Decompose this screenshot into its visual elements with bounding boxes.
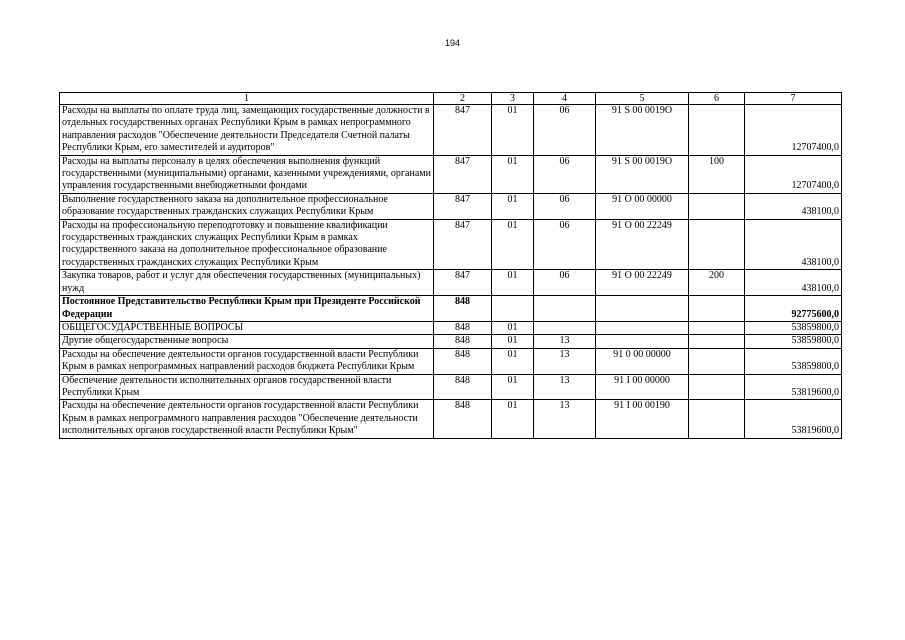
table-row bbox=[60, 321, 842, 334]
sum-cell: 438100,0 bbox=[745, 270, 842, 296]
sum-cell: 53859800,0 bbox=[745, 321, 842, 334]
subsection-cell: 13 bbox=[534, 348, 596, 374]
name-cell: Закупка товаров, работ и услуг для обеспечения государственных (муниципальных) нужд bbox=[60, 270, 434, 296]
sum-cell: 53859800,0 bbox=[745, 335, 842, 348]
name-cell: Выполнение государственного заказа на дополнительное профессиональное образование государственных гражданских служащих Республики Крым bbox=[60, 193, 434, 219]
name-cell: Расходы на профессиональную переподготовку и повышение квалификации государственных гражданских служащих Республики Крым в рамках государственного заказа на дополнительное профессиональное образование государственных гражданских служащих Республики Крым bbox=[60, 219, 434, 270]
name-cell: ОБЩЕГОСУДАРСТВЕННЫЕ ВОПРОСЫ bbox=[60, 321, 434, 334]
section-cell: 01 bbox=[492, 335, 534, 348]
name-cell: Расходы на обеспечение деятельности органов государственной власти Республики Крым в рамках непрограммных направлений расходов бюджета Республики Крым bbox=[60, 348, 434, 374]
target-article-cell: 91 I 00 00190 bbox=[596, 400, 689, 438]
table-row bbox=[60, 193, 842, 219]
target-article-cell bbox=[596, 335, 689, 348]
section-cell: 01 bbox=[492, 348, 534, 374]
target-article-cell: 91 О 00 22249 bbox=[596, 219, 689, 270]
grbs-cell: 847 bbox=[434, 270, 492, 296]
name-cell: Расходы на выплаты по оплате труда лиц, замещающих государственные должности в отдельных государственных органах Республики Крым в рамках непрограммного направления расходов "Обеспечение деятельности Председателя Счетной палаты Республики Крым, его заместителей и аудиторов" bbox=[60, 105, 434, 156]
subsection-cell bbox=[534, 321, 596, 334]
subsection-cell bbox=[534, 296, 596, 322]
expense-type-cell bbox=[689, 193, 745, 219]
sum-cell: 53819600,0 bbox=[745, 400, 842, 438]
target-article-cell: 91 I 00 00000 bbox=[596, 374, 689, 400]
header-row bbox=[60, 93, 842, 105]
target-article-cell bbox=[596, 321, 689, 334]
target-article-cell: 91 О 00 22249 bbox=[596, 270, 689, 296]
name-cell: Обеспечение деятельности исполнительных органов государственной власти Республики Крым bbox=[60, 374, 434, 400]
target-article-cell: 91 0 00 00000 bbox=[596, 348, 689, 374]
subsection-cell: 13 bbox=[534, 400, 596, 438]
name-cell: Постоянное Представительство Республики Крым при Президенте Российской Федерации bbox=[60, 296, 434, 322]
section-cell: 01 bbox=[492, 193, 534, 219]
sum-cell: 92775600,0 bbox=[745, 296, 842, 322]
expense-type-cell bbox=[689, 335, 745, 348]
section-cell: 01 bbox=[492, 321, 534, 334]
grbs-cell: 848 bbox=[434, 348, 492, 374]
sum-cell: 438100,0 bbox=[745, 219, 842, 270]
expense-type-cell bbox=[689, 348, 745, 374]
sum-cell: 53819600,0 bbox=[745, 374, 842, 400]
subsection-cell: 13 bbox=[534, 374, 596, 400]
expense-type-cell bbox=[689, 296, 745, 322]
table-row bbox=[60, 296, 842, 322]
table-row bbox=[60, 270, 842, 296]
table-row bbox=[60, 155, 842, 193]
target-article-cell bbox=[596, 296, 689, 322]
header-cell: 3 bbox=[492, 93, 534, 105]
expense-type-cell bbox=[689, 400, 745, 438]
expense-type-cell bbox=[689, 321, 745, 334]
expense-type-cell bbox=[689, 219, 745, 270]
header-cell: 7 bbox=[745, 93, 842, 105]
subsection-cell: 06 bbox=[534, 219, 596, 270]
section-cell: 01 bbox=[492, 374, 534, 400]
sum-cell: 12707400,0 bbox=[745, 105, 842, 156]
table-row bbox=[60, 335, 842, 348]
target-article-cell: 91 S 00 0019О bbox=[596, 105, 689, 156]
name-cell: Другие общегосударственные вопросы bbox=[60, 335, 434, 348]
section-cell: 01 bbox=[492, 219, 534, 270]
grbs-cell: 848 bbox=[434, 321, 492, 334]
target-article-cell: 91 О 00 00000 bbox=[596, 193, 689, 219]
header-cell: 6 bbox=[689, 93, 745, 105]
page-number: 194 bbox=[444, 38, 461, 48]
sum-cell: 438100,0 bbox=[745, 193, 842, 219]
target-article-cell: 91 S 00 0019О bbox=[596, 155, 689, 193]
expense-type-cell bbox=[689, 105, 745, 156]
header-cell: 1 bbox=[60, 93, 434, 105]
expense-type-cell: 100 bbox=[689, 155, 745, 193]
expense-type-cell bbox=[689, 374, 745, 400]
grbs-cell: 848 bbox=[434, 335, 492, 348]
subsection-cell: 06 bbox=[534, 105, 596, 156]
expense-type-cell: 200 bbox=[689, 270, 745, 296]
grbs-cell: 847 bbox=[434, 193, 492, 219]
subsection-cell: 06 bbox=[534, 270, 596, 296]
grbs-cell: 847 bbox=[434, 155, 492, 193]
header-cell: 5 bbox=[596, 93, 689, 105]
table-row bbox=[60, 400, 842, 438]
table-row bbox=[60, 219, 842, 270]
grbs-cell: 847 bbox=[434, 219, 492, 270]
grbs-cell: 848 bbox=[434, 374, 492, 400]
section-cell: 01 bbox=[492, 270, 534, 296]
table-row bbox=[60, 374, 842, 400]
subsection-cell: 13 bbox=[534, 335, 596, 348]
header-cell: 2 bbox=[434, 93, 492, 105]
sum-cell: 12707400,0 bbox=[745, 155, 842, 193]
table-row bbox=[60, 105, 842, 156]
grbs-cell: 848 bbox=[434, 296, 492, 322]
name-cell: Расходы на выплаты персоналу в целях обеспечения выполнения функций государственными (муниципальными) органами, казенными учреждениями, органами управления государственными внебюджетными фондами bbox=[60, 155, 434, 193]
header-cell: 4 bbox=[534, 93, 596, 105]
section-cell: 01 bbox=[492, 105, 534, 156]
section-cell: 01 bbox=[492, 400, 534, 438]
table-row bbox=[60, 348, 842, 374]
subsection-cell: 06 bbox=[534, 193, 596, 219]
grbs-cell: 848 bbox=[434, 400, 492, 438]
section-cell: 01 bbox=[492, 155, 534, 193]
subsection-cell: 06 bbox=[534, 155, 596, 193]
name-cell: Расходы на обеспечение деятельности органов государственной власти Республики Крым в рамках непрограммного направления расходов "Обеспечение деятельности исполнительных органов государственной власти Республики Крым" bbox=[60, 400, 434, 438]
section-cell bbox=[492, 296, 534, 322]
grbs-cell: 847 bbox=[434, 105, 492, 156]
budget-table bbox=[59, 92, 842, 439]
sum-cell: 53859800,0 bbox=[745, 348, 842, 374]
